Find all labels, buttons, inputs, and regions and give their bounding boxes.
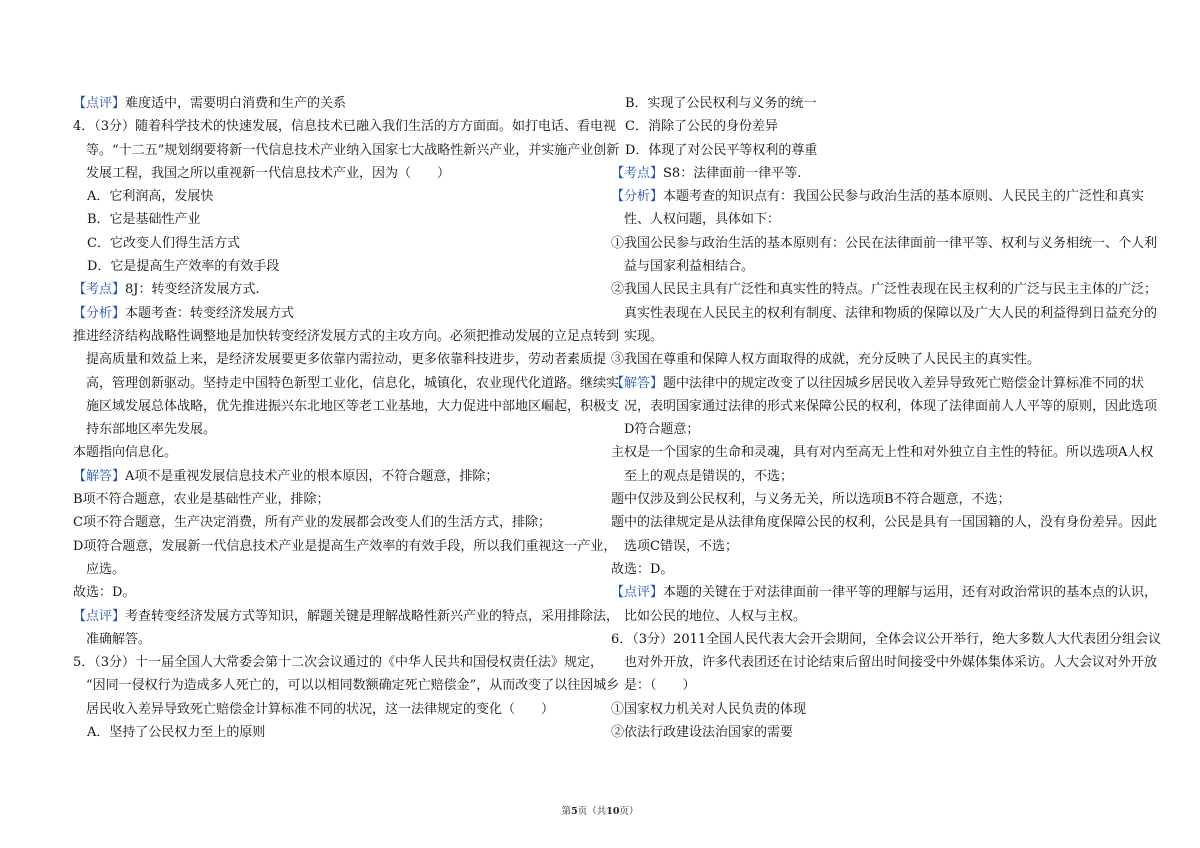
footer-mid: 页（共	[577, 806, 607, 817]
line-text: 发展工程，我国之所以重视新一代信息技术产业，因为（ ）	[86, 165, 451, 181]
text-line	[611, 255, 1131, 278]
line-text: 8J：转变经济发展方式.	[125, 282, 260, 298]
text-line	[73, 465, 593, 488]
line-text: 况，表明国家通过法律的形式来保障公民的权利，体现了法律面前人人平等的原则，因此选项	[624, 398, 1158, 414]
text-line	[73, 185, 593, 208]
line-text: B项不符合题意，农业是基础性产业，排除；	[73, 492, 330, 508]
text-line	[73, 162, 593, 185]
text-line	[611, 139, 1131, 162]
line-text: B．实现了公民权利与义务的统一	[625, 96, 817, 111]
line-text: 考查转变经济发展方式等知识，解题关键是理解战略性新兴产业的特点，采用排除法，	[125, 608, 620, 624]
text-line	[611, 441, 1154, 464]
text-line	[611, 581, 1158, 604]
line-text: C项不符合题意，生产决定消费，所有产业的发展都会改变人们的生活方式，排除；	[73, 515, 551, 531]
text-line	[611, 348, 1131, 371]
text-line	[611, 535, 1131, 558]
text-line	[611, 162, 1131, 185]
text-line	[73, 511, 593, 534]
footer-page-number: 5	[571, 806, 578, 817]
line-text: 至上的观点是错误的，不选；	[624, 468, 794, 484]
text-line	[73, 325, 620, 348]
text-line	[73, 441, 593, 464]
line-text: 本题考查：转变经济发展方式	[125, 305, 295, 321]
section-tag: 【解答】	[73, 468, 126, 484]
text-line	[73, 418, 593, 441]
text-line	[611, 605, 1131, 628]
text-line	[611, 465, 1131, 488]
line-text: 主权是一个国家的生命和灵魂，具有对内至高无上性和对外独立自主性的特征。所以选项A人权	[611, 445, 1154, 461]
text-line	[611, 628, 1162, 651]
text-line	[611, 232, 1158, 255]
line-text: D符合题意；	[624, 422, 700, 438]
text-line	[611, 674, 1131, 697]
line-text: 本题考查的知识点有：我国公民参与政治生活的基本原则、人民民主的广泛性和真实	[663, 189, 1145, 205]
line-text: 选项C错误，不选；	[624, 538, 738, 554]
page-footer	[0, 803, 1200, 817]
line-text: 持东部地区率先发展。	[86, 422, 217, 438]
line-text: 施区域发展总体战略，优先推进振兴东北地区等老工业基地，大力促进中部地区崛起，积极支	[86, 398, 620, 414]
line-text: “因同一侵权行为造成多人死亡的，可以以相同数额确定死亡赔偿金”，从而改变了以往因城乡	[86, 678, 620, 694]
section-tag: 【点评】	[73, 96, 126, 111]
line-text: ①国家权力机关对人民负责的体现	[611, 701, 807, 717]
text-line	[611, 488, 1131, 511]
text-line	[611, 325, 1131, 348]
line-text: 故选：D。	[73, 585, 136, 601]
line-text: 实现。	[624, 328, 664, 344]
text-line	[611, 558, 1131, 581]
text-line	[73, 395, 620, 418]
line-text: 等。“十二五”规划纲要将新一代信息技术产业纳入国家七大战略性新兴产业，并实施产业创新	[86, 142, 620, 158]
line-text: 性、人权问题，具体如下：	[624, 212, 781, 228]
text-line	[611, 92, 1131, 115]
text-line	[73, 488, 593, 511]
footer-total-pages: 10	[606, 806, 620, 817]
line-text: ③我国在尊重和保障人权方面取得的成就，充分反映了人民民主的真实性。	[611, 352, 1041, 368]
section-tag: 【分析】	[611, 189, 664, 205]
line-text: A项不是重视发展信息技术产业的根本原因，不符合题意，排除；	[125, 468, 499, 484]
text-line	[611, 115, 1131, 138]
section-tag: 【分析】	[73, 305, 126, 321]
line-text: 是：（ ）	[624, 678, 696, 694]
footer-suffix: 页）	[619, 806, 639, 817]
line-text: 应选。	[86, 561, 126, 577]
line-text: A．它利润高，发展快	[87, 189, 214, 205]
text-line	[73, 535, 617, 558]
text-line	[73, 558, 593, 581]
section-tag: 【点评】	[73, 608, 126, 624]
line-text: B．它是基础性产业	[87, 212, 201, 228]
line-text: ②我国人民民主具有广泛性和真实性的特点。广泛性表现在民主权利的广泛与民主主体的广泛；	[611, 282, 1158, 298]
text-line	[73, 139, 620, 162]
text-line	[73, 208, 593, 231]
left-column	[73, 92, 620, 744]
text-line	[611, 418, 1131, 441]
line-text: 题中的法律规定是从法律角度保障公民的权利，公民是具有一国国籍的人，没有身份差异。因此	[611, 515, 1158, 531]
section-tag: 【点评】	[611, 585, 664, 601]
footer-prefix: 第	[561, 806, 572, 817]
line-text: 高，管理创新驱动。坚持走中国特色新型工业化，信息化，城镇化，农业现代化道路。继续实	[86, 375, 620, 391]
text-line	[611, 395, 1158, 418]
line-text: C．它改变人们得生活方式	[87, 235, 240, 251]
line-text: 难度适中，需要明白消费和生产的关系	[125, 96, 347, 111]
line-text: 5．（3分）十一届全国人大常委会第十二次会议通过的《中华人民共和国侵权责任法》规定，	[73, 655, 604, 671]
line-text: C．消除了公民的身份差异	[625, 119, 778, 135]
line-text: 提高质量和效益上来，是经济发展要更多依靠内需拉动，更多依靠科技进步，劳动者素质提	[86, 352, 607, 368]
line-text: ②依法行政建设法治国家的需要	[611, 725, 794, 741]
text-line	[73, 605, 620, 628]
text-line	[73, 674, 620, 697]
text-line	[73, 115, 617, 138]
text-line	[611, 185, 1145, 208]
line-text: 推进经济结构战略性调整地是加快转变经济发展方式的主攻方向。必须把推动发展的立足点转到	[73, 328, 620, 344]
line-text: S8：法律面前一律平等.	[663, 165, 802, 181]
line-text: 也对外开放，许多代表团还在讨论结束后留出时间接受中外媒体集体采访。人大会议对外开放	[624, 655, 1158, 671]
line-text: D．它是提高生产效率的有效手段	[87, 259, 280, 275]
text-line	[73, 651, 604, 674]
text-line	[73, 255, 593, 278]
line-text: A．坚持了公民权力至上的原则	[87, 725, 266, 741]
text-line	[73, 232, 593, 255]
text-line	[73, 348, 607, 371]
text-line	[611, 511, 1158, 534]
text-line	[73, 278, 593, 301]
line-text: 6．（3分）2011全国人民代表大会开会期间，全体会议公开举行，绝大多数人大代表团分组会议	[611, 631, 1162, 647]
text-line	[611, 721, 1131, 744]
text-line	[611, 372, 1145, 395]
right-column	[611, 92, 1162, 744]
line-text: 本题的关键在于对法律面前一律平等的理解与运用，还有对政治常识的基本点的认识，	[663, 585, 1158, 601]
line-text: 本题指向信息化。	[73, 445, 178, 461]
text-line	[611, 698, 1131, 721]
line-text: ①我国公民参与政治生活的基本原则有：公民在法律面前一律平等、权利与义务相统一、个人利	[611, 235, 1158, 251]
line-text: 故选：D。	[611, 561, 674, 577]
line-text: 比如公民的地位、人权与主权。	[624, 608, 807, 624]
line-text: 居民收入差异导致死亡赔偿金计算标准不同的状况，这一法律规定的变化（ ）	[86, 701, 555, 717]
text-line	[611, 208, 1131, 231]
line-text: D．体现了对公民平等权利的尊重	[625, 142, 818, 158]
text-line	[73, 698, 593, 721]
line-text: 题中法律中的规定改变了以往因城乡居民收入差异导致死亡赔偿金计算标准不同的状	[663, 375, 1145, 391]
text-line	[611, 302, 1158, 325]
text-line	[73, 721, 593, 744]
line-text: 益与国家利益相结合。	[624, 259, 755, 275]
line-text: 真实性表现在人民民主的权利有制度、法律和物质的保障以及广大人民的利益得到日益充分的	[624, 305, 1158, 321]
text-line	[611, 651, 1158, 674]
line-text: 4．（3分）随着科学技术的快速发展，信息技术已融入我们生活的方方面面。如打电话、看电视	[73, 119, 617, 135]
line-text: 准确解答。	[86, 631, 152, 647]
text-line	[73, 302, 593, 325]
line-text: D项符合题意，发展新一代信息技术产业是提高生产效率的有效手段，所以我们重视这一产业，	[73, 538, 617, 554]
section-tag: 【考点】	[73, 282, 126, 298]
text-line	[73, 372, 620, 395]
section-tag: 【解答】	[611, 375, 664, 391]
text-line	[73, 628, 593, 651]
text-line	[73, 92, 593, 115]
section-tag: 【考点】	[611, 165, 664, 181]
line-text: 题中仅涉及到公民权利，与义务无关，所以选项B不符合题意，不选；	[611, 492, 1011, 508]
text-line	[611, 278, 1158, 301]
text-line	[73, 581, 593, 604]
